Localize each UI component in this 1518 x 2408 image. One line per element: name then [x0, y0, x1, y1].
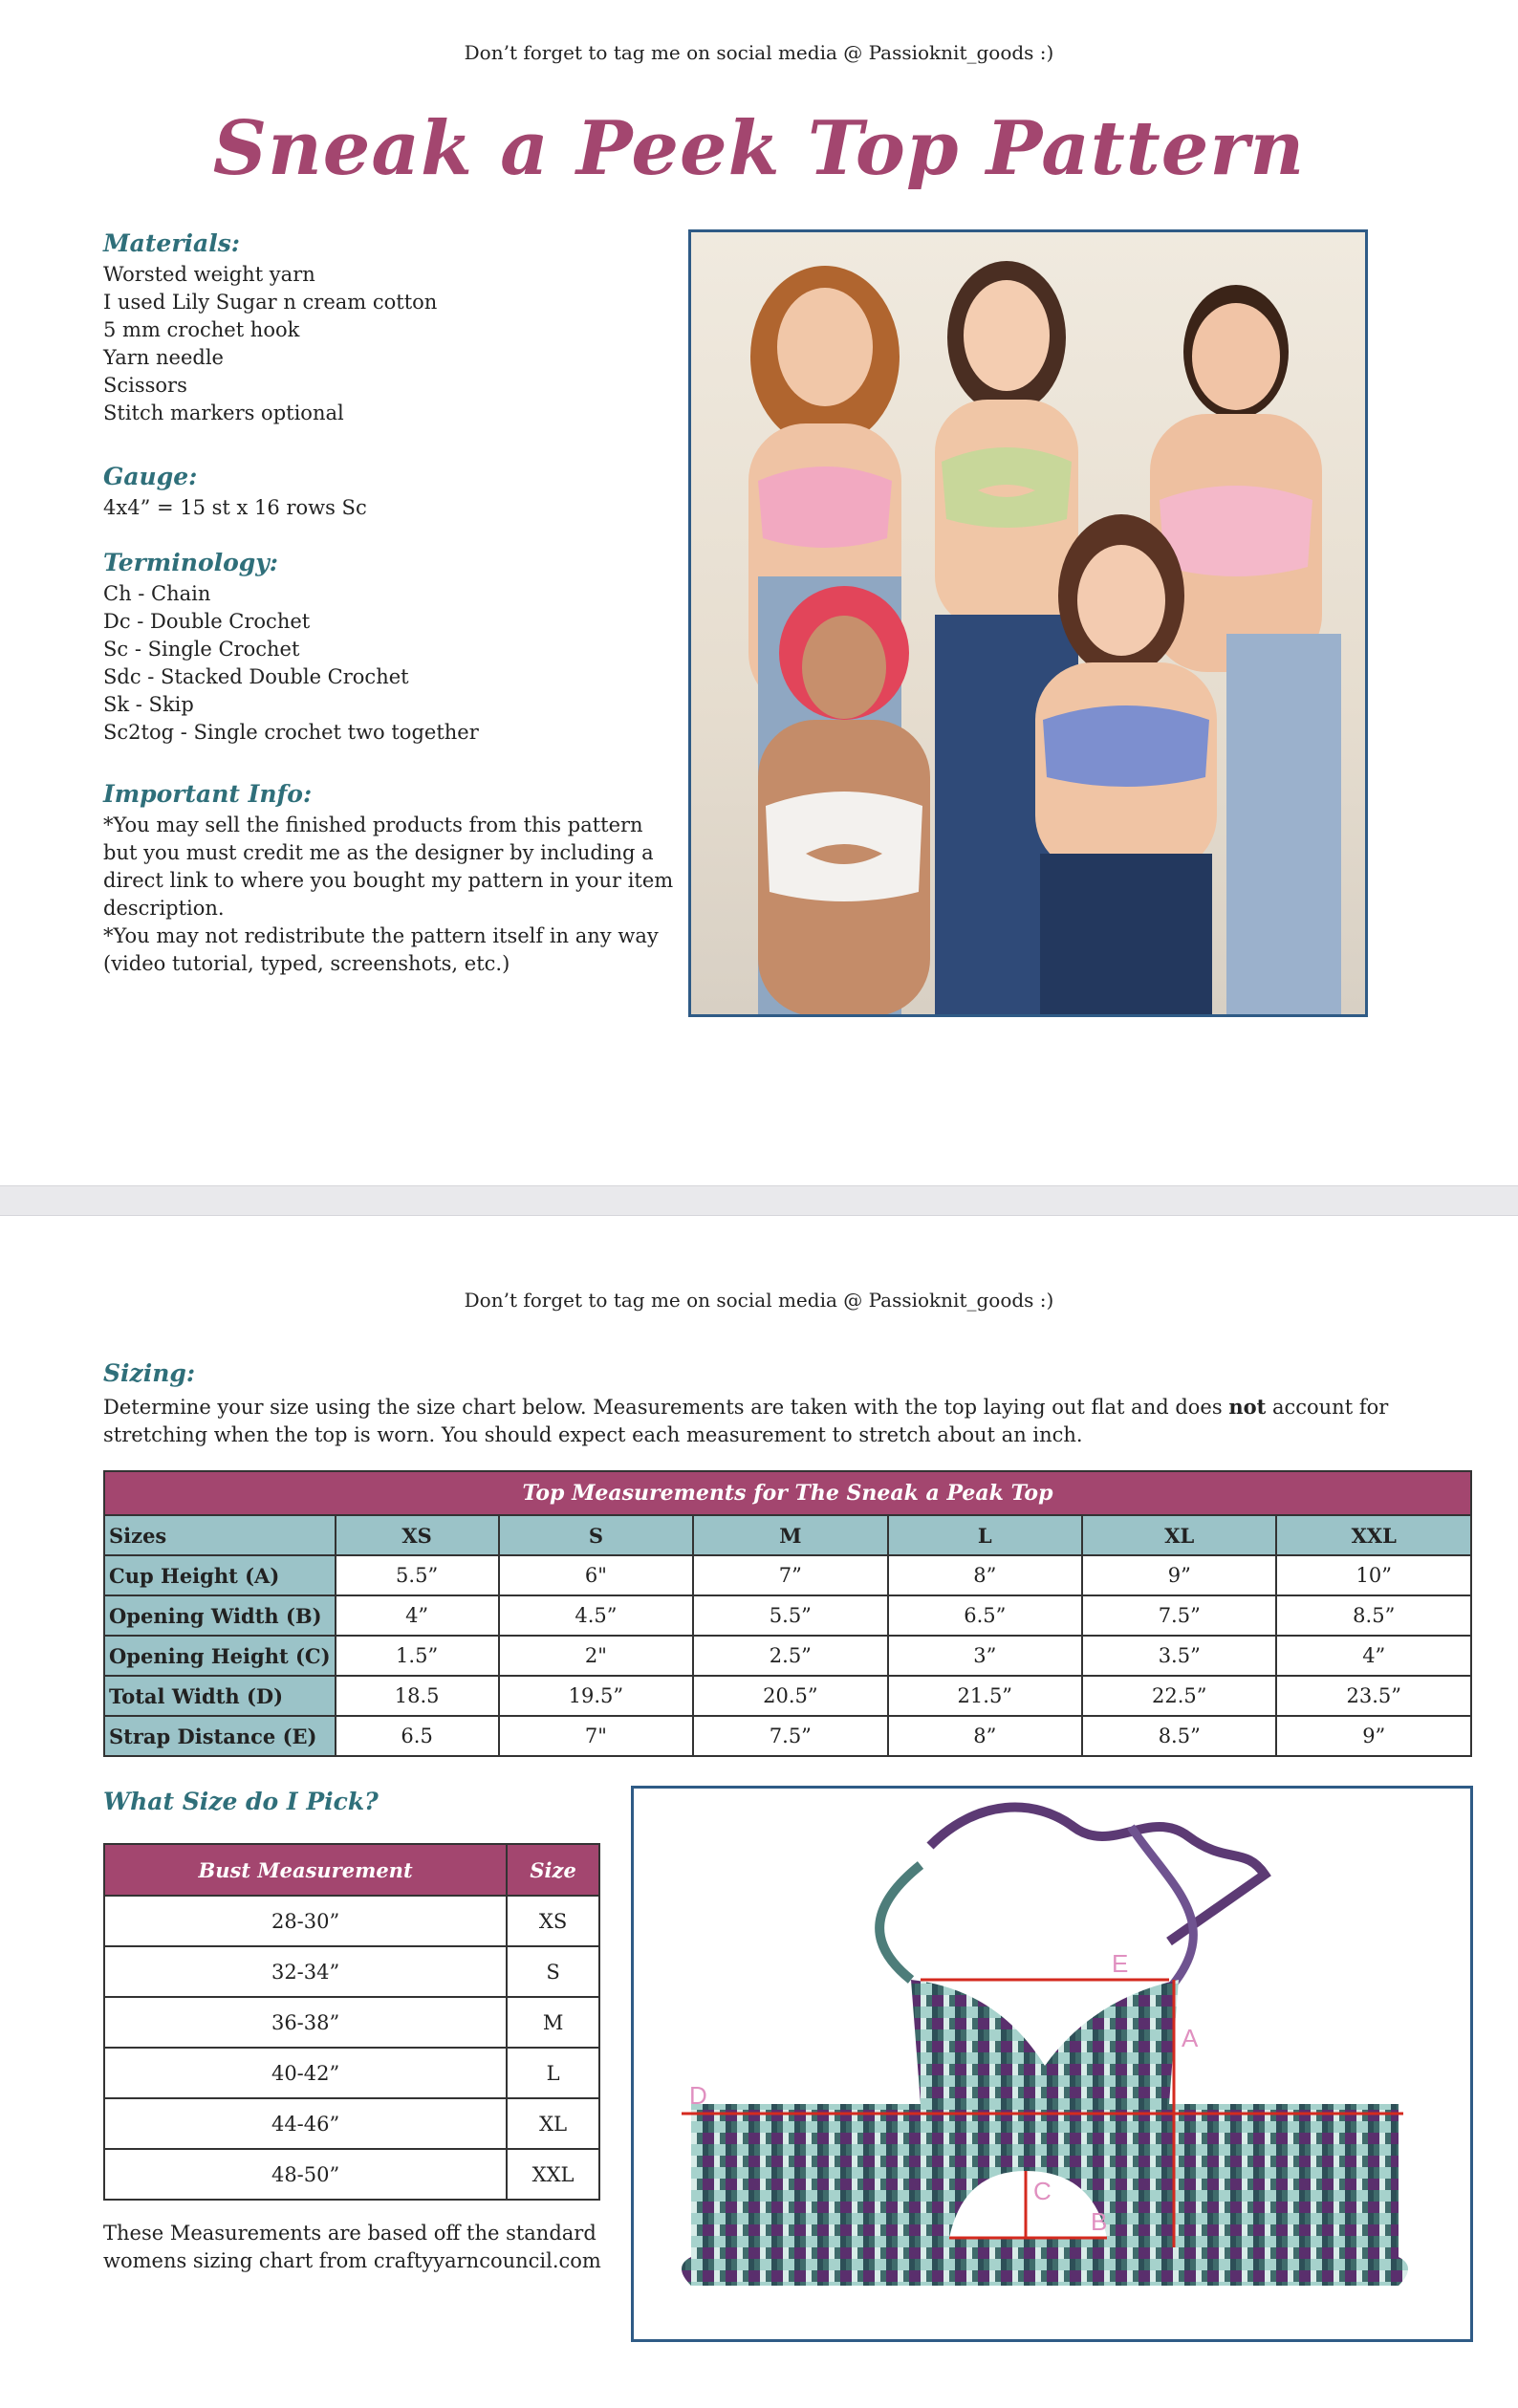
table-cell: 4.5”: [499, 1595, 693, 1636]
page-separator: [0, 1185, 1518, 1216]
table-cell: 3.5”: [1082, 1636, 1276, 1676]
table-cell: XL: [507, 2098, 599, 2149]
materials-item: I used Lily Sugar n cream cotton: [103, 291, 438, 314]
important-info-heading: Important Info:: [103, 780, 313, 808]
column-header: Bust Measurement: [104, 1844, 507, 1896]
row-header: Strap Distance (E): [104, 1716, 336, 1756]
sizing-heading: Sizing:: [103, 1359, 196, 1387]
info-line: *You may sell the finished products from this pattern: [103, 814, 643, 836]
table-cell: 44-46”: [104, 2098, 507, 2149]
table-row: [104, 1946, 599, 1997]
sizing-text-bold: not: [1228, 1395, 1267, 1419]
crochet-top-diagram: [634, 1789, 1470, 2339]
label-a: A: [1182, 2024, 1199, 2052]
terminology-section: [103, 549, 677, 747]
terminology-item: Sk - Skip: [103, 693, 194, 716]
measurements-table-caption: Top Measurements for The Sneak a Peak Top: [104, 1471, 1471, 1515]
table-cell: 20.5”: [693, 1676, 887, 1716]
table-header-row: [104, 1515, 1471, 1555]
table-cell: 23.5”: [1276, 1676, 1471, 1716]
gauge-heading: Gauge:: [103, 463, 198, 490]
materials-heading: Materials:: [103, 229, 240, 257]
bust-size-table: [103, 1843, 600, 2201]
terminology-item: Sdc - Stacked Double Crochet: [103, 665, 409, 688]
table-cell: 8.5”: [1276, 1595, 1471, 1636]
sizing-source-note: [103, 2220, 619, 2275]
sizing-section: [103, 1359, 1442, 1449]
info-line: but you must credit me as the designer by including a: [103, 841, 654, 864]
table-cell: M: [507, 1997, 599, 2048]
table-row: [104, 1997, 599, 2048]
table-cell: 48-50”: [104, 2149, 507, 2200]
note-line: womens sizing chart from craftyyarncouncil.com: [103, 2249, 601, 2272]
models-photo-illustration: [691, 232, 1365, 1014]
strap-string: [879, 1865, 921, 1980]
column-header: XL: [1082, 1515, 1276, 1555]
column-header: XXL: [1276, 1515, 1471, 1555]
table-cell: 6.5: [336, 1716, 499, 1756]
table-cell: 9”: [1082, 1555, 1276, 1595]
table-cell: 3”: [888, 1636, 1082, 1676]
table-row: [104, 1676, 1471, 1716]
table-cell: 2": [499, 1636, 693, 1676]
info-line: direct link to where you bought my pattern in your item: [103, 869, 674, 892]
terminology-item: Ch - Chain: [103, 582, 211, 605]
strap-string: [1131, 1827, 1193, 1989]
column-header: M: [693, 1515, 887, 1555]
label-c: C: [1033, 2177, 1052, 2205]
table-cell: 9”: [1276, 1716, 1471, 1756]
table-cell: 8.5”: [1082, 1716, 1276, 1756]
pattern-page-2: [0, 1216, 1518, 2408]
table-cell: 7.5”: [693, 1716, 887, 1756]
table-cell: 7.5”: [1082, 1595, 1276, 1636]
info-line: (video tutorial, typed, screenshots, etc.): [103, 952, 510, 975]
note-line: These Measurements are based off the standard: [103, 2222, 596, 2245]
table-cell: 8”: [888, 1716, 1082, 1756]
table-cell: 2.5”: [693, 1636, 887, 1676]
table-row: [104, 1716, 1471, 1756]
pattern-page-1: [0, 0, 1518, 1185]
table-cell: 36-38”: [104, 1997, 507, 2048]
table-cell: 18.5: [336, 1676, 499, 1716]
table-cell: 28-30”: [104, 1896, 507, 1946]
table-cell: 4”: [1276, 1636, 1471, 1676]
page-title: Sneak a Peek Top Pattern: [212, 105, 1306, 192]
table-row: [104, 1636, 1471, 1676]
terminology-item: Sc2tog - Single crochet two together: [103, 721, 479, 744]
gauge-section: [103, 463, 677, 522]
table-header-row: [104, 1844, 599, 1896]
size-pick-heading: What Size do I Pick?: [103, 1788, 379, 1815]
column-header: Sizes: [104, 1515, 336, 1555]
materials-section: [103, 229, 677, 427]
label-d: D: [689, 2081, 707, 2110]
row-header: Opening Width (B): [104, 1595, 336, 1636]
models-photo: [688, 229, 1368, 1017]
table-row: [104, 1555, 1471, 1595]
measurements-table: [103, 1470, 1472, 1757]
table-cell: 6": [499, 1555, 693, 1595]
table-cell: 5.5”: [336, 1555, 499, 1595]
materials-item: Worsted weight yarn: [103, 263, 315, 286]
sizing-text: [103, 1393, 1442, 1421]
table-cell: 19.5”: [499, 1676, 693, 1716]
table-cell: 10”: [1276, 1555, 1471, 1595]
materials-item: Yarn needle: [103, 346, 224, 369]
table-cell: 8”: [888, 1555, 1082, 1595]
table-cell: 22.5”: [1082, 1676, 1276, 1716]
gauge-item: 4x4” = 15 st x 16 rows Sc: [103, 496, 367, 519]
table-cell: XS: [507, 1896, 599, 1946]
table-row: [104, 2098, 599, 2149]
materials-item: Stitch markers optional: [103, 401, 344, 424]
column-header: L: [888, 1515, 1082, 1555]
measurement-diagram: [631, 1786, 1473, 2342]
column-header: Size: [507, 1844, 599, 1896]
social-tag-note: Don’t forget to tag me on social media @ Passioknit_goods :): [464, 41, 1054, 64]
model-figure: [758, 586, 930, 1014]
social-tag-note: Don’t forget to tag me on social media @ Passioknit_goods :): [464, 1289, 1054, 1312]
sizing-text-part: account for: [1266, 1396, 1389, 1419]
sizing-text-part: Determine your size using the size chart below. Measurements are taken with the top laying out flat and does: [103, 1396, 1229, 1419]
table-row: [104, 1595, 1471, 1636]
table-cell: XXL: [507, 2149, 599, 2200]
table-row: [104, 2048, 599, 2098]
column-header: S: [499, 1515, 693, 1555]
label-b: B: [1091, 2207, 1108, 2236]
materials-item: Scissors: [103, 374, 187, 397]
info-line: description.: [103, 897, 225, 920]
table-row: [104, 1896, 599, 1946]
table-cell: 7”: [693, 1555, 887, 1595]
table-cell: 6.5”: [888, 1595, 1082, 1636]
table-cell: 7": [499, 1716, 693, 1756]
label-e: E: [1112, 1949, 1129, 1978]
strap-string: [930, 1808, 1265, 1942]
crochet-top-body: [682, 1980, 1408, 2286]
column-header: XS: [336, 1515, 499, 1555]
important-info-section: [103, 780, 696, 978]
table-cell: L: [507, 2048, 599, 2098]
row-header: Total Width (D): [104, 1676, 336, 1716]
row-header: Opening Height (C): [104, 1636, 336, 1676]
info-line: *You may not redistribute the pattern itself in any way: [103, 924, 659, 947]
row-header: Cup Height (A): [104, 1555, 336, 1595]
table-cell: 32-34”: [104, 1946, 507, 1997]
table-cell: 5.5”: [693, 1595, 887, 1636]
table-cell: 21.5”: [888, 1676, 1082, 1716]
table-cell: 4”: [336, 1595, 499, 1636]
table-cell: 40-42”: [104, 2048, 507, 2098]
terminology-item: Sc - Single Crochet: [103, 638, 300, 661]
terminology-heading: Terminology:: [103, 549, 279, 576]
sizing-text-line2: stretching when the top is worn. You should expect each measurement to stretch about an inch.: [103, 1423, 1083, 1446]
materials-item: 5 mm crochet hook: [103, 318, 300, 341]
table-cell: S: [507, 1946, 599, 1997]
table-row: [104, 2149, 599, 2200]
terminology-item: Dc - Double Crochet: [103, 610, 311, 633]
table-cell: 1.5”: [336, 1636, 499, 1676]
